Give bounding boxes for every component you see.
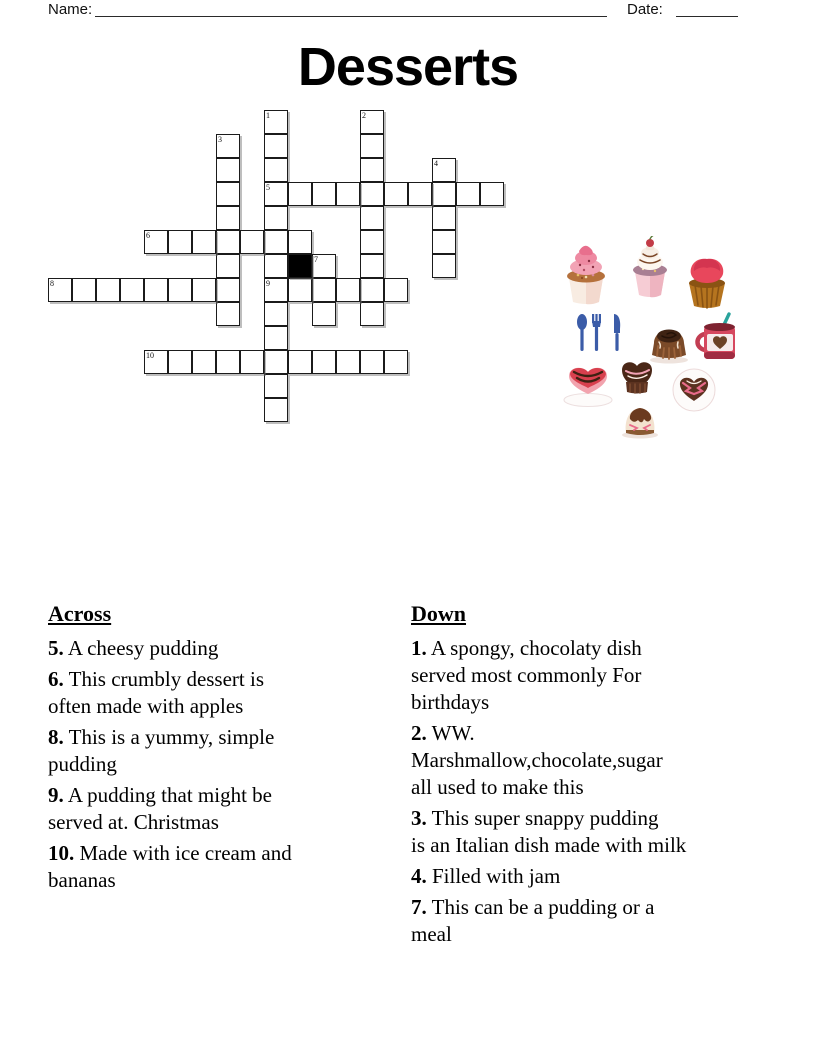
pink-cupcake-icon bbox=[567, 246, 605, 305]
clue-item: 7. This can be a pudding or a meal bbox=[411, 895, 655, 946]
dessert-illustrations bbox=[552, 236, 742, 446]
grid-cell bbox=[240, 350, 264, 374]
grid-cell bbox=[72, 278, 96, 302]
grid-cell-number: 1 bbox=[266, 111, 270, 120]
clue-number: 8. bbox=[48, 725, 64, 749]
heart-pudding-icon bbox=[622, 362, 652, 393]
grid-cell-number: 10 bbox=[146, 351, 154, 360]
heart-cake-icon bbox=[564, 368, 612, 407]
name-blank-line bbox=[95, 1, 607, 17]
name-label: Name: bbox=[48, 1, 93, 18]
grid-cell-number: 3 bbox=[218, 135, 222, 144]
heart-cookie-icon bbox=[673, 369, 715, 411]
grid-cell bbox=[360, 350, 384, 374]
grid-cell bbox=[360, 230, 384, 254]
grid-cell bbox=[336, 182, 360, 206]
grid-cell bbox=[216, 182, 240, 206]
chocolate-pudding-icon bbox=[650, 330, 688, 364]
grid-cell-number: 5 bbox=[266, 183, 270, 192]
grid-cell bbox=[264, 158, 288, 182]
grid-cell bbox=[288, 182, 312, 206]
dome-pudding-icon bbox=[622, 408, 658, 439]
clue-item: 3. This super snappy pudding is an Italian dish made with milk bbox=[411, 806, 687, 857]
grid-cell bbox=[216, 302, 240, 326]
grid-cell bbox=[360, 206, 384, 230]
grid-cell bbox=[216, 158, 240, 182]
grid-cell bbox=[264, 206, 288, 230]
grid-cell bbox=[480, 182, 504, 206]
down-clues-section bbox=[411, 601, 803, 952]
cutlery-icon bbox=[577, 314, 620, 351]
clue-item: 4. Filled with jam bbox=[411, 864, 561, 888]
grid-cell bbox=[216, 350, 240, 374]
clue-item: 1. A spongy, chocolaty dish served most commonly For birthdays bbox=[411, 636, 642, 714]
grid-cell bbox=[288, 278, 312, 302]
grid-cell bbox=[312, 278, 336, 302]
grid-cell-number: 9 bbox=[266, 279, 270, 288]
grid-cell bbox=[312, 302, 336, 326]
date-blank-line bbox=[676, 1, 738, 17]
cherry-cupcake-icon bbox=[633, 236, 667, 297]
grid-cell bbox=[192, 350, 216, 374]
grid-cell bbox=[384, 350, 408, 374]
across-clues-section bbox=[48, 601, 398, 898]
across-heading: Across bbox=[48, 601, 112, 626]
grid-cell bbox=[312, 350, 336, 374]
clue-item: 5. A cheesy pudding bbox=[48, 636, 219, 660]
grid-cell bbox=[240, 230, 264, 254]
mug-icon bbox=[698, 314, 736, 359]
grid-cell bbox=[216, 254, 240, 278]
grid-cell bbox=[432, 182, 456, 206]
grid-cell-number: 2 bbox=[362, 111, 366, 120]
clue-item: 8. This is a yummy, simple pudding bbox=[48, 725, 275, 776]
grid-cell bbox=[120, 278, 144, 302]
grid-cell bbox=[264, 398, 288, 422]
grid-cell bbox=[216, 230, 240, 254]
grid-cell bbox=[360, 254, 384, 278]
clue-number: 7. bbox=[411, 895, 427, 919]
grid-cell-number: 4 bbox=[434, 159, 438, 168]
clue-item: 10. Made with ice cream and bananas bbox=[48, 841, 292, 892]
grid-cell bbox=[192, 278, 216, 302]
grid-cell bbox=[264, 374, 288, 398]
grid-cell bbox=[216, 206, 240, 230]
clue-number: 2. bbox=[411, 721, 427, 745]
grid-cell bbox=[336, 278, 360, 302]
down-clue-list bbox=[411, 635, 803, 948]
grid-cell bbox=[168, 278, 192, 302]
grid-cell bbox=[432, 206, 456, 230]
grid-cell-number: 7 bbox=[314, 255, 318, 264]
grid-cell bbox=[456, 182, 480, 206]
grid-cell bbox=[312, 182, 336, 206]
grid-cell bbox=[168, 230, 192, 254]
grid-black-cell bbox=[288, 254, 312, 278]
grid-cell bbox=[168, 350, 192, 374]
grid-cell bbox=[408, 182, 432, 206]
grid-cell bbox=[264, 230, 288, 254]
grid-cell bbox=[432, 230, 456, 254]
grid-cell bbox=[264, 134, 288, 158]
grid-cell bbox=[288, 350, 312, 374]
grid-cell-number: 6 bbox=[146, 231, 150, 240]
across-clue-list bbox=[48, 635, 398, 894]
grid-cell bbox=[144, 278, 168, 302]
grid-cell bbox=[192, 230, 216, 254]
grid-cell bbox=[96, 278, 120, 302]
clue-number: 9. bbox=[48, 783, 64, 807]
clue-item: 9. A pudding that might be served at. Christmas bbox=[48, 783, 272, 834]
grid-cell bbox=[360, 182, 384, 206]
clue-number: 10. bbox=[48, 841, 75, 865]
grid-cell bbox=[216, 278, 240, 302]
clue-item: 6. This crumbly dessert is often made with apples bbox=[48, 667, 265, 718]
grid-cell bbox=[264, 302, 288, 326]
red-cupcake-icon bbox=[689, 259, 725, 308]
down-heading: Down bbox=[411, 601, 467, 626]
clue-number: 3. bbox=[411, 806, 427, 830]
grid-cell bbox=[336, 350, 360, 374]
page-title: Desserts bbox=[297, 37, 519, 97]
clue-number: 1. bbox=[411, 636, 427, 660]
clue-number: 6. bbox=[48, 667, 64, 691]
grid-cell bbox=[384, 182, 408, 206]
grid-cell bbox=[360, 302, 384, 326]
grid-cell bbox=[288, 230, 312, 254]
grid-cell bbox=[264, 254, 288, 278]
grid-cell bbox=[360, 278, 384, 302]
grid-cell bbox=[264, 350, 288, 374]
grid-cell bbox=[384, 278, 408, 302]
grid-cell bbox=[360, 134, 384, 158]
clue-number: 4. bbox=[411, 864, 427, 888]
clue-item: 2. WW. Marshmallow,chocolate,sugar all used to make this bbox=[411, 721, 663, 799]
clue-number: 5. bbox=[48, 636, 64, 660]
grid-cell bbox=[360, 158, 384, 182]
grid-cell bbox=[432, 254, 456, 278]
date-label: Date: bbox=[627, 1, 663, 18]
grid-cell bbox=[264, 326, 288, 350]
grid-cell-number: 8 bbox=[50, 279, 54, 288]
